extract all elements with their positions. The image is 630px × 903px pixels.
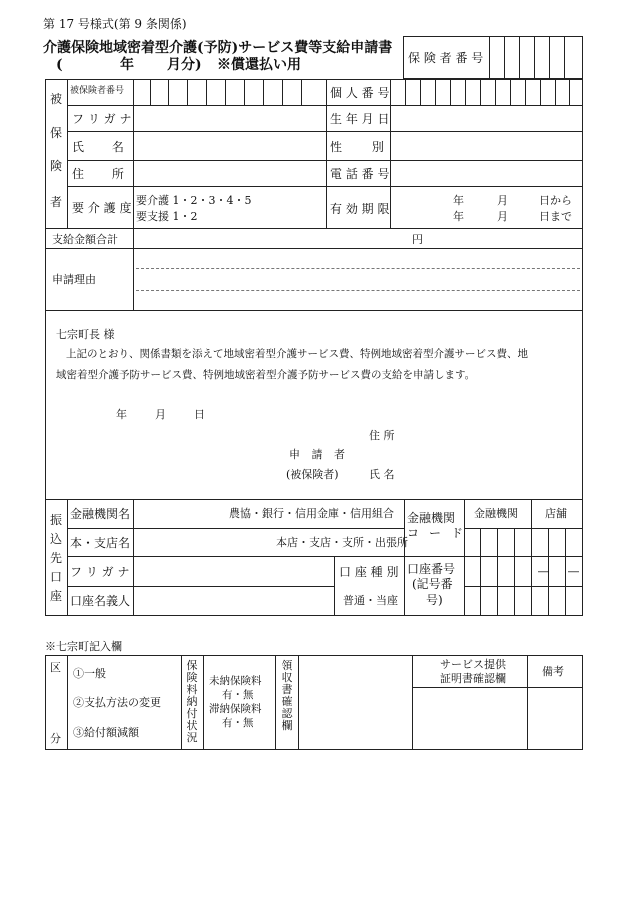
option-benefit-reduction: ③給付額減額 (73, 726, 139, 739)
institution-code-label-2: コード (407, 526, 474, 540)
addressee: 七宗町長 様 (56, 328, 115, 341)
code-branch-header: 店舗 (545, 507, 567, 520)
institution-options: 農協・銀行・信用金庫・信用組合 (229, 507, 394, 520)
valid-period-label: 有 効 期 限 (330, 202, 390, 216)
payment-total-label: 支給金額合計 (52, 233, 118, 246)
personal-number-label: 個 人 番 号 (330, 86, 390, 100)
furigana-label: フ リ ガ ナ (72, 112, 132, 126)
declaration-year: 年 (116, 408, 127, 421)
title-year: 年 (120, 57, 134, 73)
holder-field[interactable] (134, 587, 333, 614)
applicant-label: 申 請 者 (289, 448, 345, 461)
declaration-body-line-1: 上記のとおり、関係書類を添えて地域密着型介護サービス費、特例地域密着型介護サービス費、地 (66, 348, 528, 360)
account-number-label-3: 号) (426, 593, 443, 607)
form-title: 介護保険地域密着型介護(予防)サービス費等支給申請書 (43, 40, 393, 56)
phone-field[interactable] (391, 161, 581, 185)
account-number-label-2: (記号番 (412, 577, 453, 591)
account-number-label-1: 口座番号 (407, 562, 456, 576)
gender-field[interactable] (391, 132, 581, 159)
bank-section-char-5: 座 (50, 589, 63, 603)
institution-label: 金融機関名 (70, 507, 131, 521)
period-to-month: 月 (497, 210, 508, 223)
service-cert-label-1: サービス提供 (440, 658, 506, 671)
insured-section-char-1: 被 (50, 92, 63, 106)
furigana-field[interactable] (134, 106, 325, 130)
gender-label: 性 別 (330, 140, 384, 154)
care-level-kaigo: 要介護 1・2・3・4・5 (136, 194, 252, 207)
insured-paren-label: (被保険者) (286, 468, 339, 481)
name-field[interactable] (134, 132, 325, 159)
yen-unit: 円 (412, 233, 423, 246)
birthdate-field[interactable] (391, 106, 581, 130)
remarks-label: 備考 (542, 665, 564, 678)
insured-section-char-4: 者 (50, 195, 63, 209)
delinquent-options: 有・無 (222, 717, 254, 729)
service-cert-label-2: 証明書確認欄 (440, 672, 506, 685)
address-field[interactable] (134, 161, 325, 185)
option-payment-change: ②支払方法の変更 (73, 696, 161, 709)
institution-code-label-1: 金融機関 (407, 511, 456, 525)
period-to-day: 日まで (539, 210, 572, 223)
option-general: ①一般 (73, 667, 106, 680)
insured-section-char-2: 保 (50, 126, 63, 140)
account-type-options: 普通・当座 (343, 594, 398, 607)
category-char-2: 分 (50, 732, 61, 745)
care-level-label: 要 介 護 度 (72, 201, 132, 215)
account-number-dash-1: ― (538, 565, 549, 578)
account-type-label: 口 座 種 別 (339, 565, 399, 579)
insured-number-label: 被保険者番号 (70, 86, 125, 96)
bank-furigana-field[interactable] (134, 557, 333, 585)
applicant-address-label: 住 所 (369, 429, 395, 442)
code-institution-header: 金融機関 (474, 507, 518, 520)
branch-label: 本・支店名 (70, 536, 131, 550)
unpaid-label: 未納保険料 (209, 675, 262, 687)
bank-section-char-2: 込 (50, 532, 63, 546)
title-note: ※償還払い用 (217, 57, 301, 73)
phone-label: 電 話 番 号 (330, 167, 390, 181)
delinquent-label: 滞納保険料 (209, 703, 262, 715)
form-number: 第 17 号様式(第 9 条関係) (43, 17, 187, 31)
name-label: 氏 名 (72, 140, 124, 154)
title-month: 月分) (167, 57, 202, 73)
applicant-name-label: 氏 名 (369, 468, 395, 481)
bank-furigana-label: フ リ ガ ナ (70, 565, 130, 579)
receipt-check-label: 領収書確認欄 (281, 659, 293, 732)
reason-field[interactable] (134, 249, 581, 309)
care-level-shien: 要支援 1・2 (136, 210, 198, 223)
declaration-day: 日 (194, 408, 205, 421)
title-paren-open: ( (56, 57, 63, 73)
birthdate-label: 生 年 月 日 (330, 112, 390, 126)
period-from-day: 日から (539, 194, 572, 207)
office-use-heading: ※七宗町記入欄 (45, 640, 122, 653)
category-char-1: 区 (50, 661, 61, 674)
insurer-number-label: 保 険 者 番 号 (408, 51, 484, 65)
bank-section-char-1: 振 (50, 513, 63, 527)
holder-label: 口座名義人 (70, 594, 131, 608)
address-label: 住 所 (72, 167, 124, 181)
payment-total-field[interactable] (134, 229, 581, 247)
period-from-month: 月 (497, 194, 508, 207)
reason-label: 申請理由 (52, 273, 96, 286)
declaration-body-line-2: 域密着型介護予防サービス費、特例地域密着型介護予防サービス費の支給を申請します。 (56, 369, 476, 381)
branch-options: 本店・支店・支所・出張所 (276, 536, 408, 549)
period-from-year: 年 (453, 194, 464, 207)
account-number-dash-2: ― (568, 565, 579, 578)
bank-section-char-3: 先 (50, 551, 63, 565)
declaration-month: 月 (155, 408, 166, 421)
insurance-status-label: 保険料納付状況 (186, 659, 198, 744)
period-to-year: 年 (453, 210, 464, 223)
insured-section-char-3: 険 (50, 159, 63, 173)
unpaid-options: 有・無 (222, 689, 254, 701)
bank-section-char-4: 口 (50, 570, 63, 584)
